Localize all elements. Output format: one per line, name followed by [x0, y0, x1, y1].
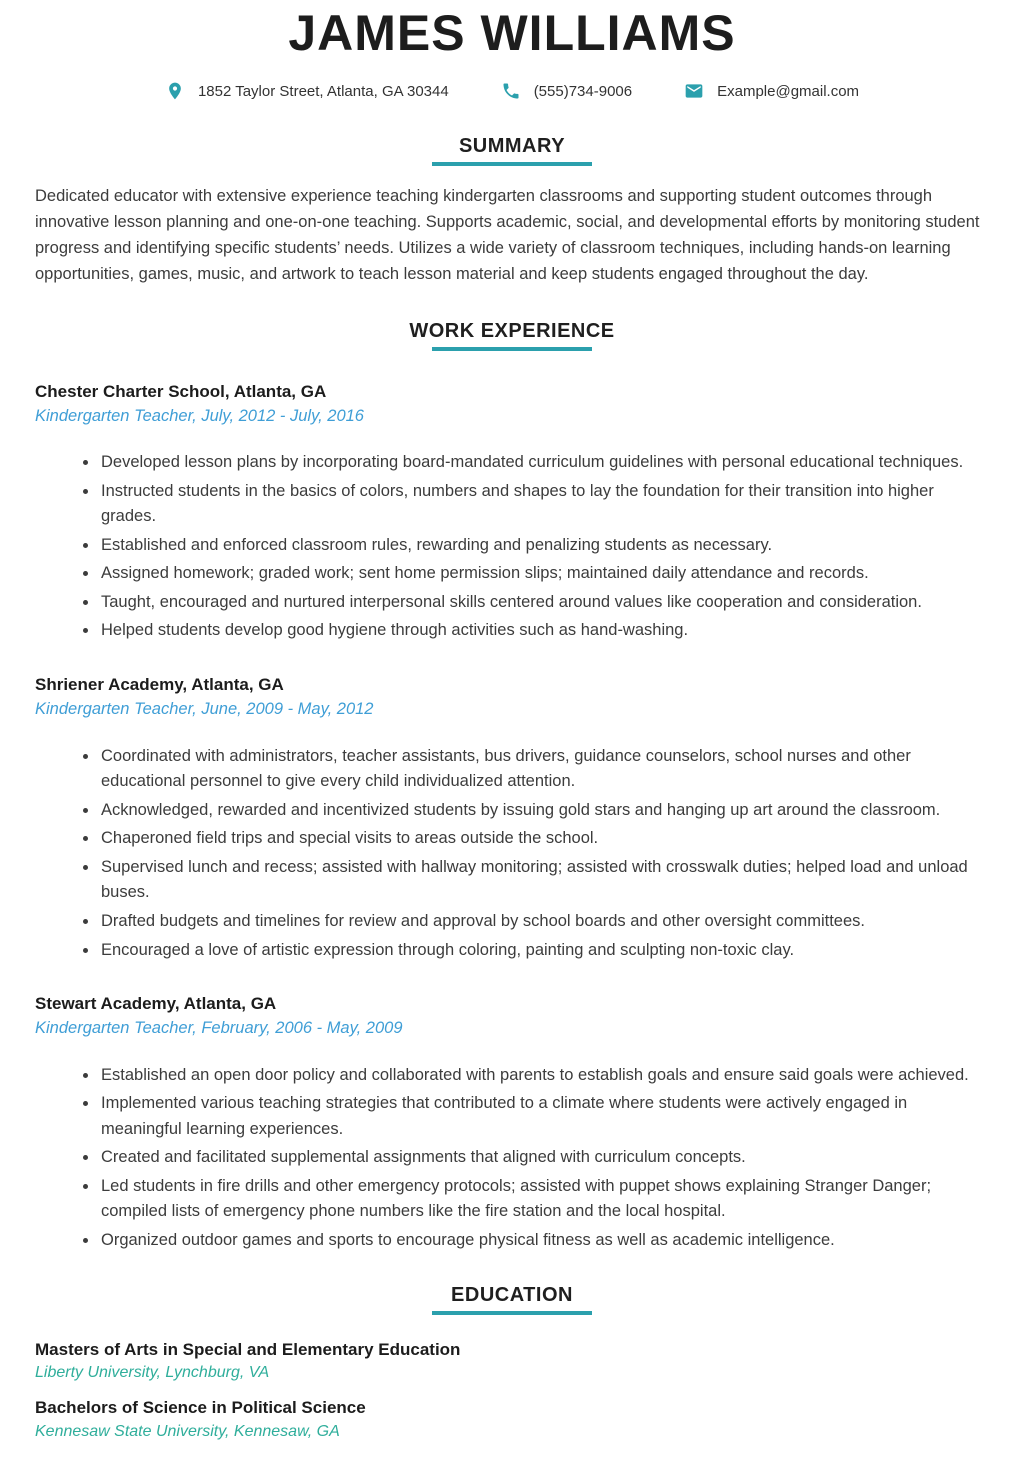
- bullet-item: • Encouraged a love of artistic expression through coloring, painting and sculpting non-toxic clay.: [99, 938, 989, 964]
- bullet-item: • Instructed students in the basics of colors, numbers and shapes to lay the foundation for their transition into higher grades.: [99, 479, 989, 530]
- job-dates: , June, 2009 - May, 2012: [192, 700, 374, 719]
- job-entry: [35, 993, 989, 1253]
- job-bullet-list: [35, 1063, 989, 1254]
- degree-title: Masters of Arts in Special and Elementary Education: [35, 1339, 461, 1359]
- contact-address: [165, 81, 449, 101]
- education-section-title: EDUCATION: [451, 1283, 573, 1306]
- degree-title: Bachelors of Science in Political Science: [35, 1398, 366, 1418]
- degree-list: [35, 1339, 989, 1443]
- job-company: Shriener Academy, Atlanta, GA: [35, 675, 284, 695]
- bullet-item: • Developed lesson plans by incorporating board-mandated curriculum guidelines with personal educational techniques.: [99, 450, 989, 476]
- job-role-line: [35, 699, 989, 720]
- work-section-title: WORK EXPERIENCE: [409, 319, 615, 342]
- job-role: Kindergarten Teacher: [35, 700, 193, 719]
- person-name: JAMES WILLIAMS: [288, 5, 736, 61]
- summary-text: Dedicated educator with extensive experience teaching kindergarten classrooms and supporting student outcomes through innovative lesson planning and one-on-one teaching. Supports academic, social, and developmental efforts by monitoring student progress and identifying specific students’ needs. Utilizes a wide variety of classroom techniques, including hands-on learning opportunities, games, music, and artwork to teach lesson material and keep students engaged throughout the day.: [35, 187, 980, 283]
- job-role-line: [35, 406, 989, 427]
- bullet-item: • Created and facilitated supplemental assignments that aligned with curriculum concepts.: [99, 1145, 989, 1171]
- job-company: Stewart Academy, Atlanta, GA: [35, 994, 277, 1014]
- job-role-line: [35, 1018, 989, 1039]
- degree-school: Kennesaw State University, Kennesaw, GA: [35, 1423, 340, 1441]
- bullet-item: • Helped students develop good hygiene through activities such as hand-washing.: [99, 618, 989, 644]
- job-entry: [35, 381, 989, 644]
- summary-section-title: SUMMARY: [458, 135, 566, 157]
- degree-entry: [35, 1339, 989, 1385]
- summary-section-header: [35, 135, 989, 166]
- bullet-item: • Acknowledged, rewarded and incentivized students by issuing gold stars and hanging up art around the classroom.: [99, 798, 989, 824]
- bullet-item: • Drafted budgets and timelines for review and approval by school boards and other oversight committees.: [99, 909, 989, 935]
- email-text: Example@gmail.com: [717, 82, 860, 100]
- degree-entry: [35, 1397, 989, 1443]
- bullet-item: • Coordinated with administrators, teacher assistants, bus drivers, guidance counselors, school nurses and other educational personnel to give every child individualized attention.: [99, 744, 989, 795]
- bullet-item: • Established an open door policy and collaborated with parents to establish goals and ensure said goals were achieved.: [99, 1063, 989, 1089]
- job-bullet-list: [35, 744, 989, 964]
- bullet-item: • Led students in fire drills and other emergency protocols; assisted with puppet shows explaining Stranger Danger; compiled lists of emergency phone numbers like the fire station and the local hospital.: [99, 1174, 989, 1225]
- email-icon: [684, 81, 704, 101]
- job-dates: , February, 2006 - May, 2009: [192, 1019, 403, 1038]
- education-section-header: [35, 1284, 989, 1315]
- job-entry: [35, 674, 989, 963]
- bullet-item: • Taught, encouraged and nurtured interpersonal skills centered around values like cooperation and consideration.: [99, 590, 989, 616]
- bullet-item: • Organized outdoor games and sports to encourage physical fitness as well as academic intelligence.: [99, 1228, 989, 1254]
- job-role: Kindergarten Teacher: [35, 1019, 193, 1038]
- phone-icon: [501, 81, 521, 101]
- job-role: Kindergarten Teacher: [35, 406, 193, 425]
- education-underline: [432, 1311, 592, 1315]
- bullet-item: • Established and enforced classroom rules, rewarding and penalizing students as necessary.: [99, 533, 989, 559]
- contact-phone: [501, 81, 632, 101]
- bullet-item: • Implemented various teaching strategies that contributed to a climate where students were actively engaged in meaningful learning experiences.: [99, 1091, 989, 1142]
- bullet-item: • Assigned homework; graded work; sent home permission slips; maintained daily attendance and records.: [99, 561, 989, 587]
- work-underline: [432, 347, 592, 351]
- bullet-item: • Supervised lunch and recess; assisted with hallway monitoring; assisted with crosswalk duties; helped load and unload buses.: [99, 855, 989, 906]
- summary-underline: [432, 162, 592, 166]
- phone-text: (555)734-9006: [533, 82, 633, 100]
- degree-school: Liberty University, Lynchburg, VA: [35, 1364, 270, 1382]
- contact-email: [684, 81, 859, 101]
- work-section-header: [35, 320, 989, 351]
- contact-row: [35, 81, 989, 101]
- job-bullet-list: [35, 450, 989, 644]
- address-text: 1852 Taylor Street, Atlanta, GA 30344: [197, 82, 449, 100]
- job-company: Chester Charter School, Atlanta, GA: [35, 381, 327, 401]
- bullet-item: • Chaperoned field trips and special visits to areas outside the school.: [99, 826, 989, 852]
- job-dates: , July, 2012 - July, 2016: [192, 406, 364, 425]
- location-icon: [165, 81, 185, 101]
